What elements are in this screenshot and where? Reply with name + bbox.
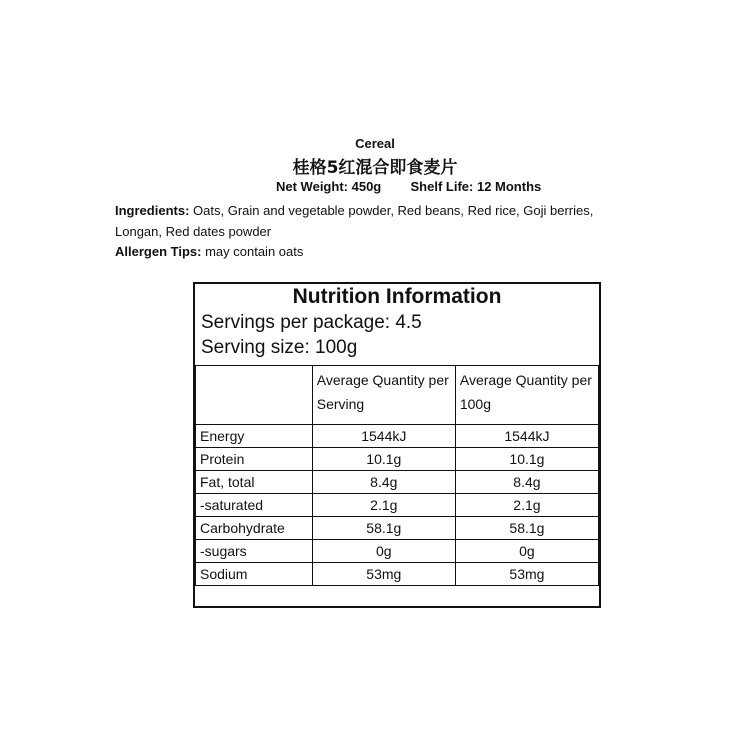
per-100g-value: 53mg [455, 563, 598, 586]
per-serving-value: 10.1g [312, 448, 455, 471]
allergen-text: may contain oats [205, 244, 304, 259]
header-blank [196, 366, 313, 425]
nutrient-name: -sugars [196, 540, 313, 563]
nutrition-title: Nutrition Information [292, 285, 502, 308]
nutrition-panel [193, 282, 601, 608]
shelf-life-value: 12 Months [476, 179, 542, 194]
nutrition-table [195, 365, 599, 586]
per-100g-value: 2.1g [455, 494, 598, 517]
weight-shelf-line [276, 179, 541, 194]
table-row [196, 540, 599, 563]
net-weight-label: Net Weight: [276, 179, 348, 194]
allergen-label: Allergen Tips: [115, 244, 202, 259]
nutrient-name: -saturated [196, 494, 313, 517]
table-row [196, 425, 599, 448]
per-100g-value: 8.4g [455, 471, 598, 494]
table-row [196, 517, 599, 540]
per-100g-value: 10.1g [455, 448, 598, 471]
nutrient-name: Protein [196, 448, 313, 471]
product-title-en: Cereal [355, 136, 395, 151]
nutrient-name: Sodium [196, 563, 313, 586]
product-title-cn: 桂格5红混合即食麦片 [292, 158, 458, 178]
per-serving-value: 1544kJ [312, 425, 455, 448]
per-serving-value: 53mg [312, 563, 455, 586]
shelf-life-label: Shelf Life: [410, 179, 474, 194]
ingredients [115, 200, 615, 242]
ingredients-label: Ingredients: [115, 203, 190, 218]
per-serving-value: 8.4g [312, 471, 455, 494]
nutrient-name: Energy [196, 425, 313, 448]
per-100g-value: 1544kJ [455, 425, 598, 448]
per-100g-value: 0g [455, 540, 598, 563]
servings-per-package: Servings per package: 4.5 [201, 312, 422, 333]
header-per-serving: Average Quantity per Serving [312, 366, 455, 425]
table-row [196, 471, 599, 494]
allergen-tips [115, 244, 303, 259]
net-weight-value: 450g [351, 179, 382, 194]
table-row [196, 563, 599, 586]
table-header-row [196, 366, 599, 425]
serving-size: Serving size: 100g [201, 337, 358, 358]
per-serving-value: 58.1g [312, 517, 455, 540]
per-serving-value: 0g [312, 540, 455, 563]
header-per-100g: Average Quantity per 100g [455, 366, 598, 425]
table-row [196, 494, 599, 517]
nutrient-name: Fat, total [196, 471, 313, 494]
nutrient-name: Carbohydrate [196, 517, 313, 540]
per-100g-value: 58.1g [455, 517, 598, 540]
ingredients-text: Oats, Grain and vegetable powder, Red beans, Red rice, Goji berries, Longan, Red dates powder [115, 203, 594, 239]
per-serving-value: 2.1g [312, 494, 455, 517]
table-row [196, 448, 599, 471]
